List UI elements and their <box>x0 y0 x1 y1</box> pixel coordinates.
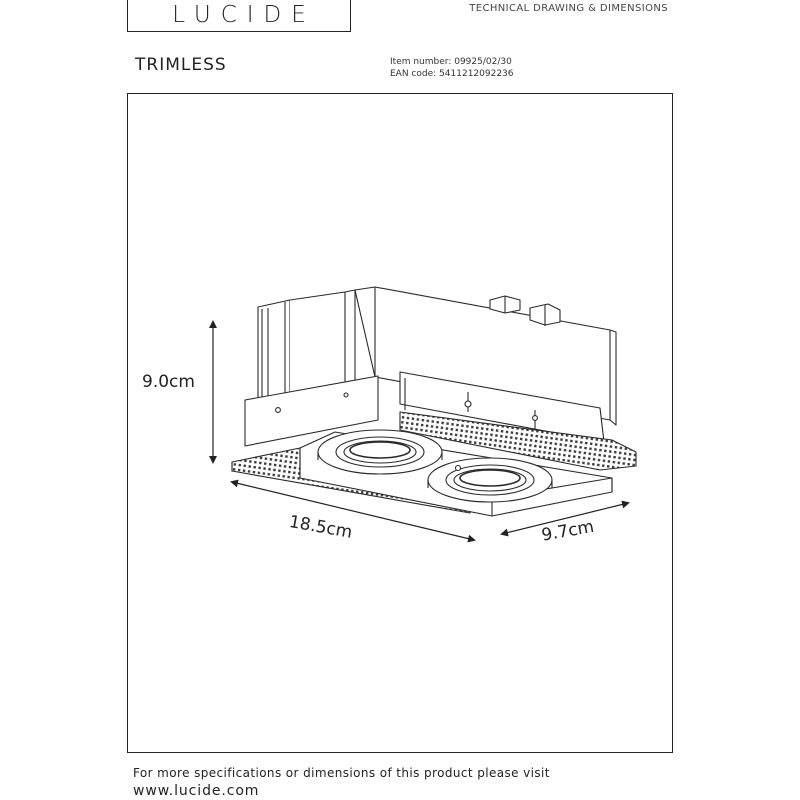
spring-clip <box>456 466 461 471</box>
item-number-label: Item number: <box>390 57 452 67</box>
product-name: TRIMLESS <box>135 55 227 75</box>
website-link[interactable]: www.lucide.com <box>133 783 260 799</box>
width-dimension-label: 9.7cm <box>540 516 596 546</box>
document-title: TECHNICAL DRAWING & DIMENSIONS <box>469 3 668 14</box>
height-dimension-label: 9.0cm <box>142 372 195 392</box>
spot-ring-left <box>318 430 442 474</box>
brand-logo-text: LUCIDE <box>172 2 316 28</box>
footer-note: For more specifications or dimensions of this product please visit <box>133 766 550 780</box>
item-number-value: 09925/02/30 <box>454 57 512 67</box>
ean-code-value: 5411212092236 <box>439 69 514 79</box>
length-dimension-label: 18.5cm <box>287 512 354 543</box>
spot-ring-right <box>428 458 552 502</box>
ean-code-label: EAN code: <box>390 69 437 79</box>
